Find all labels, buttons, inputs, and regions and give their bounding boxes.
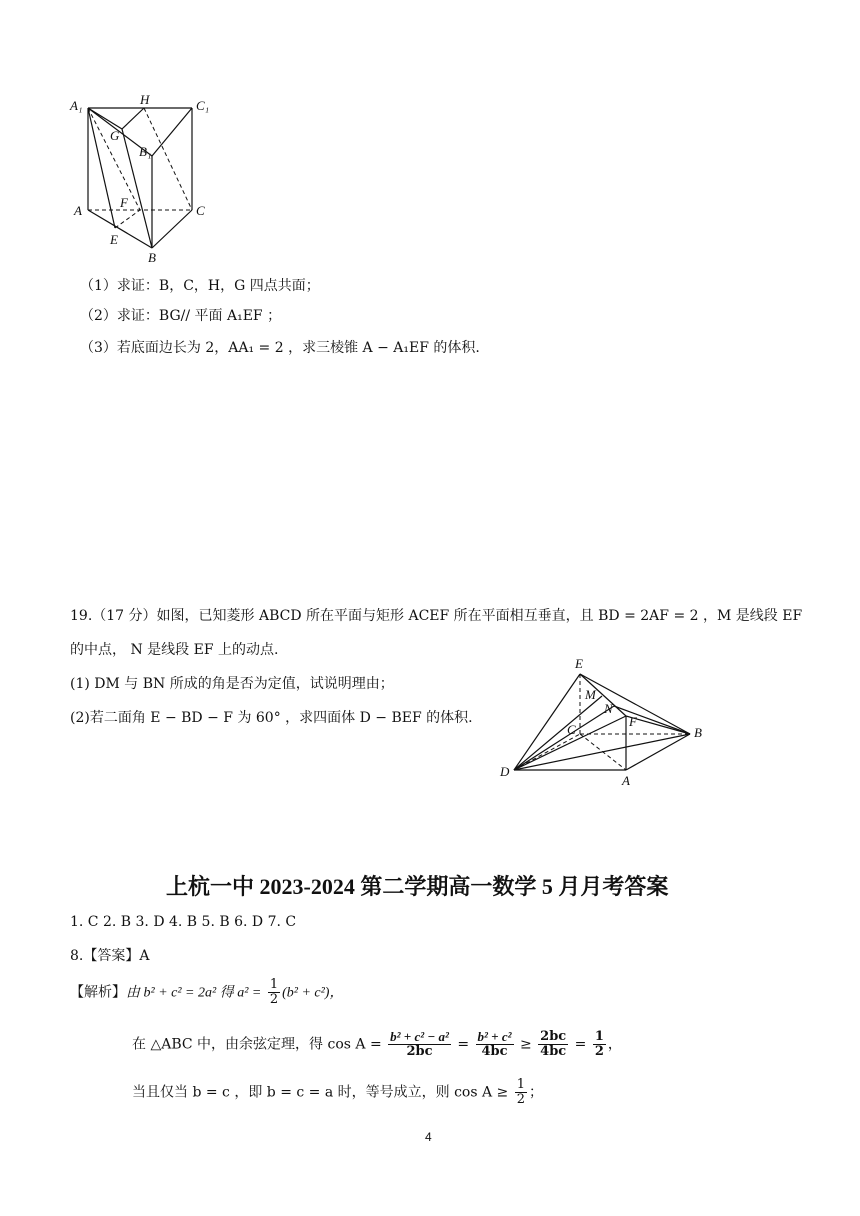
label-c2: C — [567, 722, 576, 737]
frac-den: 2 — [269, 992, 279, 1007]
law-end: ， — [607, 1036, 622, 1053]
frac-num: 1 — [269, 977, 279, 992]
fraction-2 — [476, 1030, 514, 1059]
f1-num: b² + c² − a² — [390, 1029, 449, 1044]
f2-num: b² + c² — [477, 1029, 512, 1044]
mc-answers: 1. C 2. B 3. D 4. B 5. B 6. D 7. C — [70, 914, 297, 930]
equality-line — [132, 1078, 543, 1107]
label-e2: E — [575, 656, 583, 671]
prism-diagram — [64, 88, 224, 268]
f4-den: 2 — [594, 1044, 604, 1059]
label-f2: F — [629, 714, 637, 729]
rhombus-rectangle-figure — [494, 654, 714, 790]
label-b1: B₁ — [139, 144, 152, 159]
fraction-1 — [388, 1030, 451, 1059]
label-b: B — [148, 250, 156, 265]
fraction-3 — [538, 1030, 568, 1059]
f2-den: 4bc — [481, 1044, 508, 1059]
q19-stem-line1: 19.（17 分）如图，已知菱形 ABCD 所在平面与矩形 ACEF 所在平面相互垂直，且 BD = 2AF = 2 ，M 是线段 EF — [70, 608, 803, 624]
label-m: M — [585, 687, 596, 702]
eq-sign: = — [457, 1036, 470, 1053]
label-b2: B — [694, 725, 702, 740]
q18-part1: （1）求证：B，C，H，G 四点共面； — [80, 278, 320, 294]
f4-num: 1 — [594, 1029, 604, 1044]
analysis-line1 — [70, 978, 343, 1007]
f3-num: 2bc — [540, 1029, 567, 1044]
analysis-label: 【解析】 — [70, 984, 126, 1001]
label-n: N — [604, 701, 613, 716]
q19-part2: (2)若二面角 E − BD − F 为 60° ，求四面体 D − BEF 的体积. — [70, 710, 473, 726]
answer-8: 8.【答案】A — [70, 948, 150, 964]
q19-part1: (1) DM 与 BN 所成的角是否为定值，试说明理由； — [70, 676, 394, 692]
ge-sign: ≥ — [519, 1036, 532, 1053]
f1-den: 2bc — [406, 1044, 433, 1059]
fraction-4 — [593, 1030, 606, 1059]
fraction-half — [268, 978, 280, 1007]
label-e: E — [110, 232, 118, 247]
eq-den: 2 — [516, 1092, 526, 1107]
answers-title: 上杭一中 2023-2024 第二学期高一数学 5 月月考答案 — [166, 874, 669, 899]
label-g: G — [110, 128, 120, 143]
equality-text: 当且仅当 b = c ，即 b = c = a 时，等号成立，则 cos A ≥ — [132, 1084, 509, 1101]
label-a: A — [74, 203, 82, 218]
label-h: H — [140, 92, 150, 107]
q18-part3: （3）若底面边长为 2，AA₁ = 2 ，求三棱锥 A − A₁EF 的体积. — [80, 340, 480, 356]
page-number: 4 — [425, 1130, 432, 1144]
analysis-text-a: 由 b² + c² = 2a² 得 a² = — [126, 985, 262, 1001]
q19-stem-line2: 的中点， N 是线段 EF 上的动点. — [70, 642, 279, 658]
eq-num: 1 — [516, 1077, 526, 1092]
fraction-eq — [515, 1078, 527, 1107]
prism-figure — [64, 88, 224, 268]
label-d2: D — [500, 764, 510, 779]
analysis-text-b: (b² + c²)， — [282, 985, 344, 1001]
q18-part2: （2）求证：BG// 平面 A₁EF ； — [80, 308, 282, 324]
label-a2: A — [622, 773, 630, 788]
cosine-law-line — [132, 1030, 622, 1059]
f3-den: 4bc — [540, 1044, 567, 1059]
label-a1: A₁ — [70, 98, 83, 113]
eq-end: ； — [529, 1084, 544, 1101]
law-text: 在 △ABC 中，由余弦定理，得 cos A = — [132, 1036, 382, 1053]
label-f: F — [120, 195, 128, 210]
label-c: C — [196, 203, 205, 218]
label-c1: C₁ — [196, 98, 210, 113]
eq-sign-2: = — [574, 1036, 587, 1053]
solid-diagram — [494, 654, 714, 790]
